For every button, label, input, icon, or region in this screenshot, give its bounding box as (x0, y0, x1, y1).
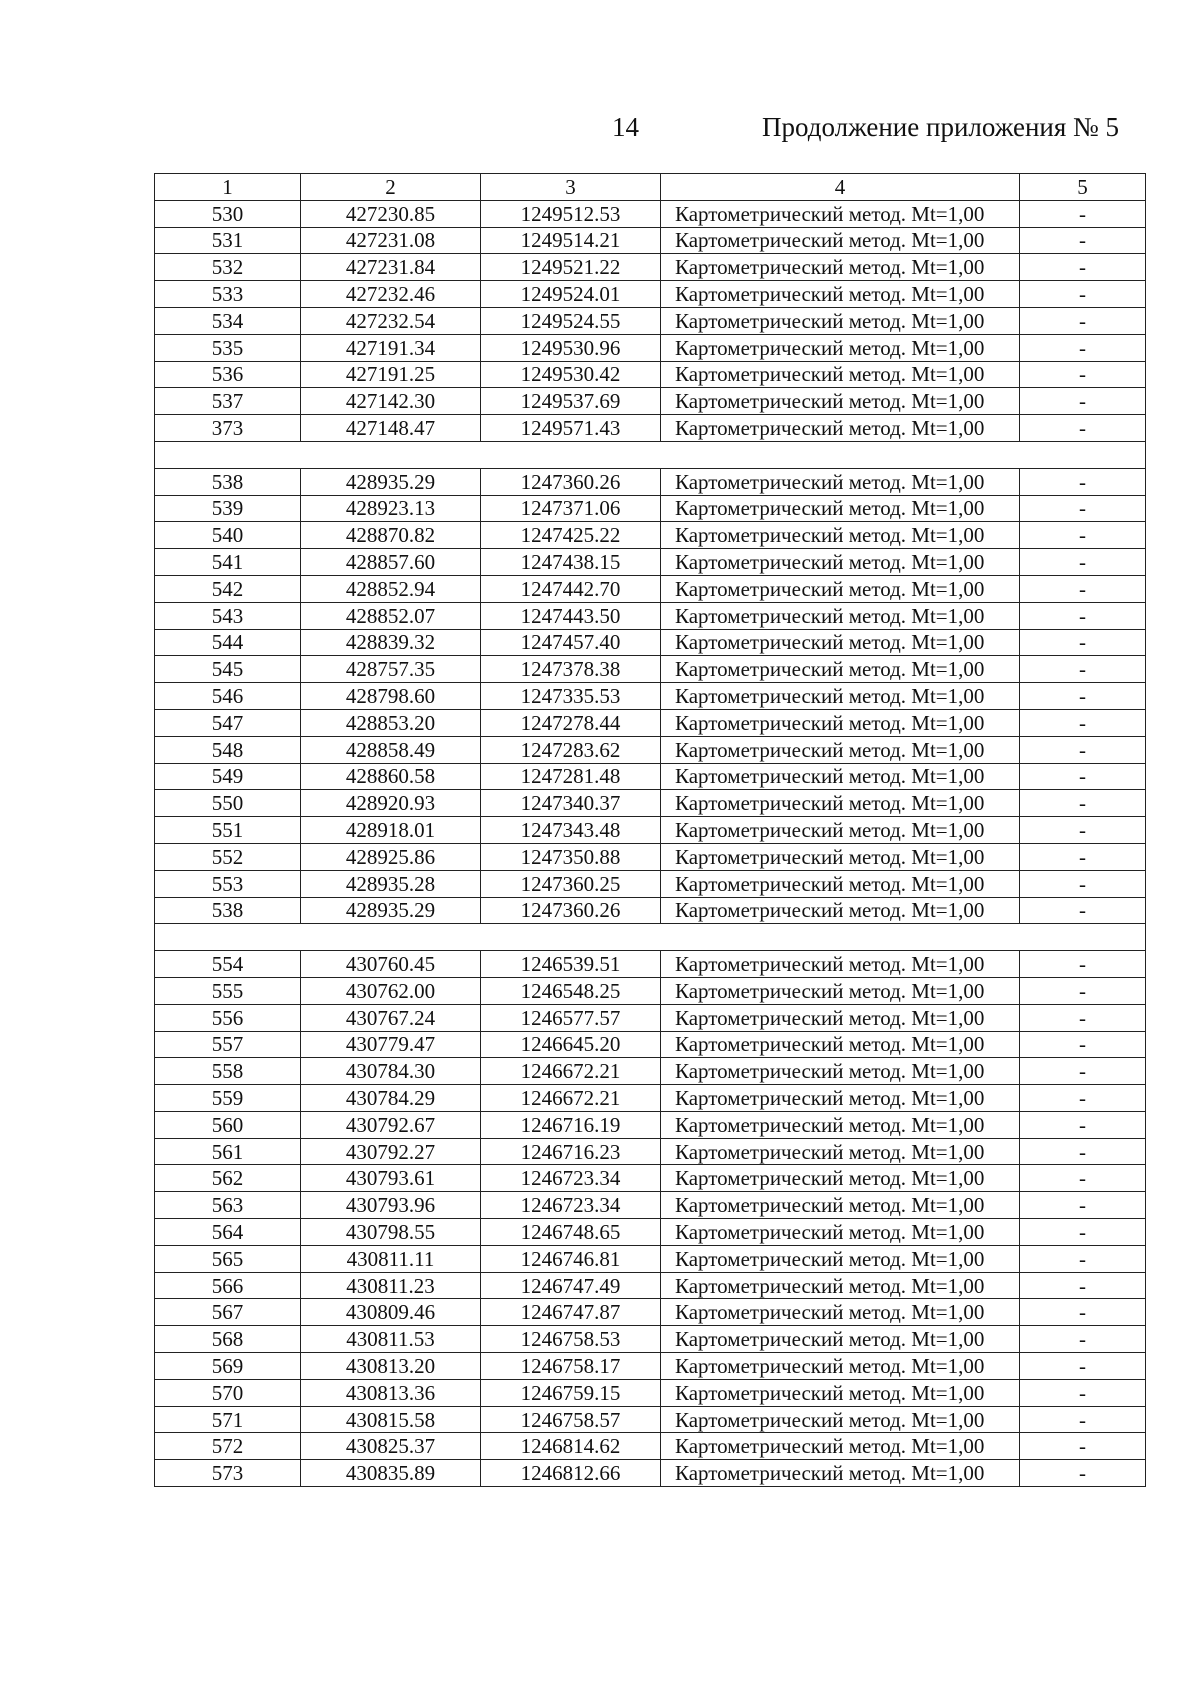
note-cell: - (1020, 388, 1146, 415)
method-cell: Картометрический метод. Mt=1,00 (661, 709, 1020, 736)
point-number-cell: 569 (155, 1353, 301, 1380)
table-row (155, 1219, 1146, 1246)
x-coordinate-cell: 427148.47 (301, 415, 481, 442)
table-row (155, 843, 1146, 870)
note-cell: - (1020, 575, 1146, 602)
note-cell: - (1020, 254, 1146, 281)
x-coordinate-cell: 430811.11 (301, 1245, 481, 1272)
point-number-cell: 546 (155, 683, 301, 710)
y-coordinate-cell: 1249512.53 (481, 200, 661, 227)
method-cell: Картометрический метод. Mt=1,00 (661, 1433, 1020, 1460)
x-coordinate-cell: 430835.89 (301, 1460, 481, 1487)
point-number-cell: 535 (155, 334, 301, 361)
point-number-cell: 545 (155, 656, 301, 683)
header-cell: 4 (661, 174, 1020, 201)
x-coordinate-cell: 428853.20 (301, 709, 481, 736)
note-cell: - (1020, 897, 1146, 924)
y-coordinate-cell: 1247457.40 (481, 629, 661, 656)
point-number-cell: 533 (155, 281, 301, 308)
method-cell: Картометрический метод. Mt=1,00 (661, 1058, 1020, 1085)
point-number-cell: 555 (155, 977, 301, 1004)
x-coordinate-cell: 428798.60 (301, 683, 481, 710)
note-cell: - (1020, 1353, 1146, 1380)
y-coordinate-cell: 1246716.19 (481, 1111, 661, 1138)
method-cell: Картометрический метод. Mt=1,00 (661, 1165, 1020, 1192)
note-cell: - (1020, 1111, 1146, 1138)
group-separator-row (155, 924, 1146, 951)
point-number-cell: 547 (155, 709, 301, 736)
point-number-cell: 558 (155, 1058, 301, 1085)
x-coordinate-cell: 430793.96 (301, 1192, 481, 1219)
point-number-cell: 540 (155, 522, 301, 549)
method-cell: Картометрический метод. Mt=1,00 (661, 951, 1020, 978)
x-coordinate-cell: 428757.35 (301, 656, 481, 683)
x-coordinate-cell: 430792.27 (301, 1138, 481, 1165)
table-row (155, 1004, 1146, 1031)
x-coordinate-cell: 428870.82 (301, 522, 481, 549)
point-number-cell: 541 (155, 549, 301, 576)
x-coordinate-cell: 427231.08 (301, 227, 481, 254)
method-cell: Картометрический метод. Mt=1,00 (661, 683, 1020, 710)
table-row (155, 951, 1146, 978)
point-number-cell: 564 (155, 1219, 301, 1246)
table-row (155, 1058, 1146, 1085)
x-coordinate-cell: 428935.29 (301, 468, 481, 495)
header-cell: 2 (301, 174, 481, 201)
table-row (155, 1138, 1146, 1165)
point-number-cell: 548 (155, 736, 301, 763)
y-coordinate-cell: 1247283.62 (481, 736, 661, 763)
method-cell: Картометрический метод. Mt=1,00 (661, 1004, 1020, 1031)
x-coordinate-cell: 430809.46 (301, 1299, 481, 1326)
note-cell: - (1020, 522, 1146, 549)
method-cell: Картометрический метод. Mt=1,00 (661, 763, 1020, 790)
method-cell: Картометрический метод. Mt=1,00 (661, 1379, 1020, 1406)
note-cell: - (1020, 709, 1146, 736)
method-cell: Картометрический метод. Mt=1,00 (661, 468, 1020, 495)
x-coordinate-cell: 427230.85 (301, 200, 481, 227)
table-row (155, 200, 1146, 227)
method-cell: Картометрический метод. Mt=1,00 (661, 790, 1020, 817)
note-cell: - (1020, 1245, 1146, 1272)
point-number-cell: 559 (155, 1085, 301, 1112)
note-cell: - (1020, 1085, 1146, 1112)
table-row (155, 1245, 1146, 1272)
point-number-cell: 572 (155, 1433, 301, 1460)
method-cell: Картометрический метод. Mt=1,00 (661, 629, 1020, 656)
point-number-cell: 568 (155, 1326, 301, 1353)
method-cell: Картометрический метод. Mt=1,00 (661, 388, 1020, 415)
point-number-cell: 561 (155, 1138, 301, 1165)
method-cell: Картометрический метод. Mt=1,00 (661, 602, 1020, 629)
x-coordinate-cell: 430779.47 (301, 1031, 481, 1058)
note-cell: - (1020, 1406, 1146, 1433)
note-cell: - (1020, 817, 1146, 844)
y-coordinate-cell: 1246746.81 (481, 1245, 661, 1272)
point-number-cell: 562 (155, 1165, 301, 1192)
point-number-cell: 565 (155, 1245, 301, 1272)
point-number-cell: 553 (155, 870, 301, 897)
table-row (155, 227, 1146, 254)
point-number-cell: 542 (155, 575, 301, 602)
y-coordinate-cell: 1247378.38 (481, 656, 661, 683)
x-coordinate-cell: 427142.30 (301, 388, 481, 415)
note-cell: - (1020, 549, 1146, 576)
table-row (155, 790, 1146, 817)
y-coordinate-cell: 1246716.23 (481, 1138, 661, 1165)
y-coordinate-cell: 1249530.96 (481, 334, 661, 361)
y-coordinate-cell: 1247360.26 (481, 897, 661, 924)
method-cell: Картометрический метод. Mt=1,00 (661, 843, 1020, 870)
x-coordinate-cell: 427232.46 (301, 281, 481, 308)
group-separator-cell (155, 441, 1146, 468)
y-coordinate-cell: 1246747.87 (481, 1299, 661, 1326)
note-cell: - (1020, 1460, 1146, 1487)
x-coordinate-cell: 427191.34 (301, 334, 481, 361)
y-coordinate-cell: 1249530.42 (481, 361, 661, 388)
point-number-cell: 373 (155, 415, 301, 442)
x-coordinate-cell: 428920.93 (301, 790, 481, 817)
point-number-cell: 530 (155, 200, 301, 227)
page-number: 14 (612, 112, 639, 142)
table-row (155, 602, 1146, 629)
x-coordinate-cell: 427232.54 (301, 307, 481, 334)
method-cell: Картометрический метод. Mt=1,00 (661, 1353, 1020, 1380)
note-cell: - (1020, 790, 1146, 817)
point-number-cell: 538 (155, 468, 301, 495)
point-number-cell: 550 (155, 790, 301, 817)
y-coordinate-cell: 1247350.88 (481, 843, 661, 870)
table-row (155, 1379, 1146, 1406)
table-row (155, 683, 1146, 710)
table-row (155, 281, 1146, 308)
method-cell: Картометрический метод. Mt=1,00 (661, 254, 1020, 281)
coordinates-table (154, 173, 1146, 1487)
note-cell: - (1020, 495, 1146, 522)
point-number-cell: 531 (155, 227, 301, 254)
table-row (155, 709, 1146, 736)
x-coordinate-cell: 428925.86 (301, 843, 481, 870)
table-row (155, 361, 1146, 388)
table-row (155, 1353, 1146, 1380)
header-cell: 5 (1020, 174, 1146, 201)
note-cell: - (1020, 1219, 1146, 1246)
y-coordinate-cell: 1246812.66 (481, 1460, 661, 1487)
x-coordinate-cell: 427231.84 (301, 254, 481, 281)
point-number-cell: 537 (155, 388, 301, 415)
x-coordinate-cell: 430767.24 (301, 1004, 481, 1031)
note-cell: - (1020, 1326, 1146, 1353)
note-cell: - (1020, 683, 1146, 710)
x-coordinate-cell: 430762.00 (301, 977, 481, 1004)
point-number-cell: 544 (155, 629, 301, 656)
method-cell: Картометрический метод. Mt=1,00 (661, 307, 1020, 334)
table-row (155, 575, 1146, 602)
note-cell: - (1020, 763, 1146, 790)
group-separator-row (155, 441, 1146, 468)
y-coordinate-cell: 1246758.57 (481, 1406, 661, 1433)
note-cell: - (1020, 468, 1146, 495)
table-row (155, 334, 1146, 361)
y-coordinate-cell: 1247360.25 (481, 870, 661, 897)
note-cell: - (1020, 602, 1146, 629)
point-number-cell: 539 (155, 495, 301, 522)
y-coordinate-cell: 1249524.55 (481, 307, 661, 334)
point-number-cell: 534 (155, 307, 301, 334)
method-cell: Картометрический метод. Mt=1,00 (661, 656, 1020, 683)
table-row (155, 870, 1146, 897)
table-row (155, 977, 1146, 1004)
note-cell: - (1020, 361, 1146, 388)
y-coordinate-cell: 1246672.21 (481, 1085, 661, 1112)
y-coordinate-cell: 1249514.21 (481, 227, 661, 254)
method-cell: Картометрический метод. Mt=1,00 (661, 334, 1020, 361)
x-coordinate-cell: 428860.58 (301, 763, 481, 790)
table-row (155, 495, 1146, 522)
x-coordinate-cell: 430813.36 (301, 1379, 481, 1406)
table-row (155, 549, 1146, 576)
y-coordinate-cell: 1247438.15 (481, 549, 661, 576)
point-number-cell: 538 (155, 897, 301, 924)
group-separator-cell (155, 924, 1146, 951)
method-cell: Картометрический метод. Mt=1,00 (661, 897, 1020, 924)
y-coordinate-cell: 1246577.57 (481, 1004, 661, 1031)
point-number-cell: 551 (155, 817, 301, 844)
y-coordinate-cell: 1246758.17 (481, 1353, 661, 1380)
y-coordinate-cell: 1246759.15 (481, 1379, 661, 1406)
table-row (155, 468, 1146, 495)
table-row (155, 254, 1146, 281)
table-row (155, 1272, 1146, 1299)
x-coordinate-cell: 430811.53 (301, 1326, 481, 1353)
point-number-cell: 573 (155, 1460, 301, 1487)
method-cell: Картометрический метод. Mt=1,00 (661, 200, 1020, 227)
table-row (155, 1326, 1146, 1353)
y-coordinate-cell: 1246814.62 (481, 1433, 661, 1460)
table-row (155, 629, 1146, 656)
method-cell: Картометрический метод. Mt=1,00 (661, 495, 1020, 522)
header-cell: 3 (481, 174, 661, 201)
table-row (155, 388, 1146, 415)
x-coordinate-cell: 430825.37 (301, 1433, 481, 1460)
y-coordinate-cell: 1247425.22 (481, 522, 661, 549)
method-cell: Картометрический метод. Mt=1,00 (661, 1272, 1020, 1299)
point-number-cell: 560 (155, 1111, 301, 1138)
y-coordinate-cell: 1249537.69 (481, 388, 661, 415)
y-coordinate-cell: 1247340.37 (481, 790, 661, 817)
method-cell: Картометрический метод. Mt=1,00 (661, 415, 1020, 442)
y-coordinate-cell: 1247281.48 (481, 763, 661, 790)
note-cell: - (1020, 629, 1146, 656)
note-cell: - (1020, 334, 1146, 361)
x-coordinate-cell: 428858.49 (301, 736, 481, 763)
x-coordinate-cell: 428857.60 (301, 549, 481, 576)
point-number-cell: 532 (155, 254, 301, 281)
x-coordinate-cell: 430792.67 (301, 1111, 481, 1138)
note-cell: - (1020, 951, 1146, 978)
point-number-cell: 549 (155, 763, 301, 790)
method-cell: Картометрический метод. Mt=1,00 (661, 1138, 1020, 1165)
x-coordinate-cell: 430813.20 (301, 1353, 481, 1380)
method-cell: Картометрический метод. Mt=1,00 (661, 549, 1020, 576)
table-row (155, 1085, 1146, 1112)
page-caption: Продолжение приложения № 5 (762, 112, 1120, 142)
y-coordinate-cell: 1247442.70 (481, 575, 661, 602)
point-number-cell: 570 (155, 1379, 301, 1406)
y-coordinate-cell: 1246548.25 (481, 977, 661, 1004)
y-coordinate-cell: 1246748.65 (481, 1219, 661, 1246)
x-coordinate-cell: 430815.58 (301, 1406, 481, 1433)
note-cell: - (1020, 1004, 1146, 1031)
method-cell: Картометрический метод. Mt=1,00 (661, 1406, 1020, 1433)
method-cell: Картометрический метод. Mt=1,00 (661, 227, 1020, 254)
method-cell: Картометрический метод. Mt=1,00 (661, 575, 1020, 602)
method-cell: Картометрический метод. Mt=1,00 (661, 1245, 1020, 1272)
x-coordinate-cell: 428852.07 (301, 602, 481, 629)
x-coordinate-cell: 428918.01 (301, 817, 481, 844)
x-coordinate-cell: 427191.25 (301, 361, 481, 388)
method-cell: Картометрический метод. Mt=1,00 (661, 1219, 1020, 1246)
x-coordinate-cell: 428852.94 (301, 575, 481, 602)
point-number-cell: 567 (155, 1299, 301, 1326)
method-cell: Картометрический метод. Mt=1,00 (661, 1031, 1020, 1058)
y-coordinate-cell: 1246723.34 (481, 1192, 661, 1219)
y-coordinate-cell: 1246747.49 (481, 1272, 661, 1299)
y-coordinate-cell: 1247335.53 (481, 683, 661, 710)
x-coordinate-cell: 430784.30 (301, 1058, 481, 1085)
table-row (155, 897, 1146, 924)
point-number-cell: 543 (155, 602, 301, 629)
method-cell: Картометрический метод. Mt=1,00 (661, 361, 1020, 388)
method-cell: Картометрический метод. Mt=1,00 (661, 1192, 1020, 1219)
y-coordinate-cell: 1246672.21 (481, 1058, 661, 1085)
note-cell: - (1020, 1272, 1146, 1299)
y-coordinate-cell: 1247360.26 (481, 468, 661, 495)
note-cell: - (1020, 1031, 1146, 1058)
note-cell: - (1020, 977, 1146, 1004)
coordinates-table-body (155, 174, 1146, 1487)
point-number-cell: 566 (155, 1272, 301, 1299)
header-cell: 1 (155, 174, 301, 201)
method-cell: Картометрический метод. Mt=1,00 (661, 1085, 1020, 1112)
y-coordinate-cell: 1249521.22 (481, 254, 661, 281)
note-cell: - (1020, 1379, 1146, 1406)
x-coordinate-cell: 430760.45 (301, 951, 481, 978)
table-row (155, 307, 1146, 334)
note-cell: - (1020, 415, 1146, 442)
method-cell: Картометрический метод. Mt=1,00 (661, 817, 1020, 844)
x-coordinate-cell: 430798.55 (301, 1219, 481, 1246)
table-row (155, 656, 1146, 683)
note-cell: - (1020, 843, 1146, 870)
header-row (155, 174, 1146, 201)
note-cell: - (1020, 656, 1146, 683)
note-cell: - (1020, 1433, 1146, 1460)
method-cell: Картометрический метод. Mt=1,00 (661, 1326, 1020, 1353)
note-cell: - (1020, 1192, 1146, 1219)
y-coordinate-cell: 1247343.48 (481, 817, 661, 844)
table-row (155, 817, 1146, 844)
y-coordinate-cell: 1247278.44 (481, 709, 661, 736)
y-coordinate-cell: 1247443.50 (481, 602, 661, 629)
table-row (155, 415, 1146, 442)
table-row (155, 1165, 1146, 1192)
point-number-cell: 563 (155, 1192, 301, 1219)
method-cell: Картометрический метод. Mt=1,00 (661, 977, 1020, 1004)
method-cell: Картометрический метод. Mt=1,00 (661, 1460, 1020, 1487)
method-cell: Картометрический метод. Mt=1,00 (661, 1111, 1020, 1138)
note-cell: - (1020, 870, 1146, 897)
note-cell: - (1020, 1165, 1146, 1192)
table-row (155, 1192, 1146, 1219)
point-number-cell: 557 (155, 1031, 301, 1058)
x-coordinate-cell: 430784.29 (301, 1085, 481, 1112)
method-cell: Картометрический метод. Mt=1,00 (661, 870, 1020, 897)
point-number-cell: 554 (155, 951, 301, 978)
method-cell: Картометрический метод. Mt=1,00 (661, 522, 1020, 549)
note-cell: - (1020, 281, 1146, 308)
point-number-cell: 552 (155, 843, 301, 870)
y-coordinate-cell: 1247371.06 (481, 495, 661, 522)
note-cell: - (1020, 736, 1146, 763)
y-coordinate-cell: 1246723.34 (481, 1165, 661, 1192)
x-coordinate-cell: 428935.29 (301, 897, 481, 924)
x-coordinate-cell: 430793.61 (301, 1165, 481, 1192)
note-cell: - (1020, 1299, 1146, 1326)
table-row (155, 1406, 1146, 1433)
point-number-cell: 536 (155, 361, 301, 388)
table-row (155, 1460, 1146, 1487)
table-row (155, 522, 1146, 549)
note-cell: - (1020, 1058, 1146, 1085)
y-coordinate-cell: 1246758.53 (481, 1326, 661, 1353)
table-row (155, 1433, 1146, 1460)
table-row (155, 763, 1146, 790)
y-coordinate-cell: 1249571.43 (481, 415, 661, 442)
y-coordinate-cell: 1249524.01 (481, 281, 661, 308)
method-cell: Картометрический метод. Mt=1,00 (661, 281, 1020, 308)
note-cell: - (1020, 1138, 1146, 1165)
x-coordinate-cell: 428839.32 (301, 629, 481, 656)
y-coordinate-cell: 1246645.20 (481, 1031, 661, 1058)
point-number-cell: 556 (155, 1004, 301, 1031)
x-coordinate-cell: 430811.23 (301, 1272, 481, 1299)
table-row (155, 1111, 1146, 1138)
point-number-cell: 571 (155, 1406, 301, 1433)
method-cell: Картометрический метод. Mt=1,00 (661, 1299, 1020, 1326)
x-coordinate-cell: 428935.28 (301, 870, 481, 897)
table-row (155, 736, 1146, 763)
x-coordinate-cell: 428923.13 (301, 495, 481, 522)
note-cell: - (1020, 307, 1146, 334)
note-cell: - (1020, 227, 1146, 254)
note-cell: - (1020, 200, 1146, 227)
table-row (155, 1299, 1146, 1326)
y-coordinate-cell: 1246539.51 (481, 951, 661, 978)
table-row (155, 1031, 1146, 1058)
method-cell: Картометрический метод. Mt=1,00 (661, 736, 1020, 763)
